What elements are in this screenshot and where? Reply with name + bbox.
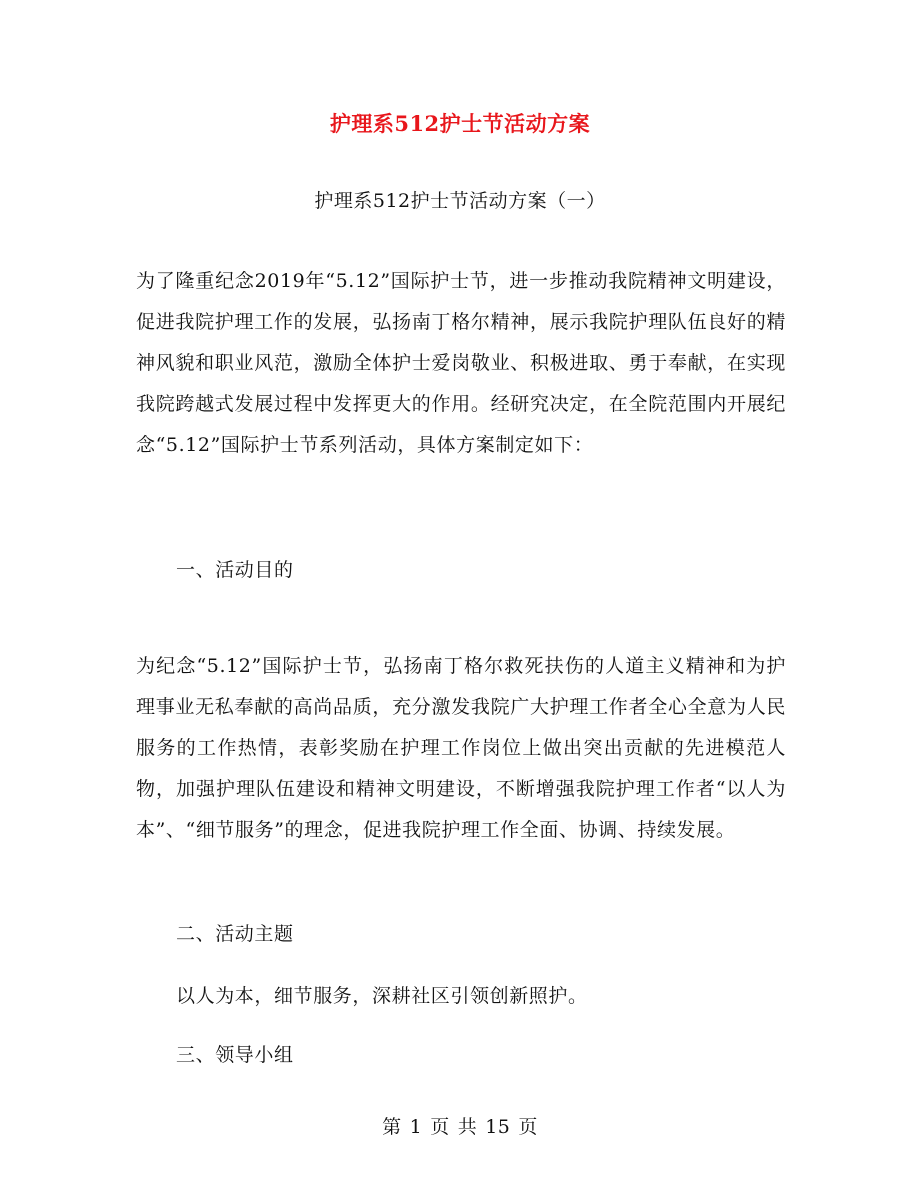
document-title: 护理系512护士节活动方案	[329, 111, 591, 136]
footer-page-label: 页	[430, 1116, 450, 1138]
purpose-paragraph: 为纪念“5.12”国际护士节，弘扬南丁格尔救死扶伤的人道主义精神和为护理事业无私奉献的高尚品质，充分激发我院广大护理工作者全心全意为人民服务的工作热情，表彰奖励在护理工作岗位上做出突出贡献的先进模范人物，加强护理队伍建设和精神文明建设，不断增强我院护理工作者“以人为本”、“细节服务”的理念，促进我院护理工作全面、协调、持续发展。	[136, 655, 786, 841]
total-pages-number: 15	[485, 1116, 511, 1138]
footer-total-label: 共	[457, 1116, 478, 1138]
section-heading-theme: 二、活动主题	[176, 923, 294, 945]
section-heading-purpose: 一、活动目的	[176, 559, 294, 581]
section-heading-leadership: 三、领导小组	[176, 1044, 294, 1066]
footer-suffix: 页	[518, 1116, 538, 1138]
footer-prefix: 第	[382, 1116, 402, 1138]
page-footer	[0, 1112, 920, 1139]
current-page-number: 1	[409, 1116, 423, 1138]
theme-text: 以人为本，细节服务，深耕社区引领创新照护。	[176, 985, 588, 1007]
intro-paragraph: 为了隆重纪念2019年“5.12”国际护士节，进一步推动我院精神文明建设，促进我院护理工作的发展，弘扬南丁格尔精神，展示我院护理队伍良好的精神风貌和职业风范，激励全体护士爱岗敬业、积极进取、勇于奉献，在实现我院跨越式发展过程中发挥更大的作用。经研究决定，在全院范围内开展纪念“5.12”国际护士节系列活动，具体方案制定如下：	[136, 270, 786, 456]
document-subtitle: 护理系512护士节活动方案（一）	[314, 190, 606, 212]
